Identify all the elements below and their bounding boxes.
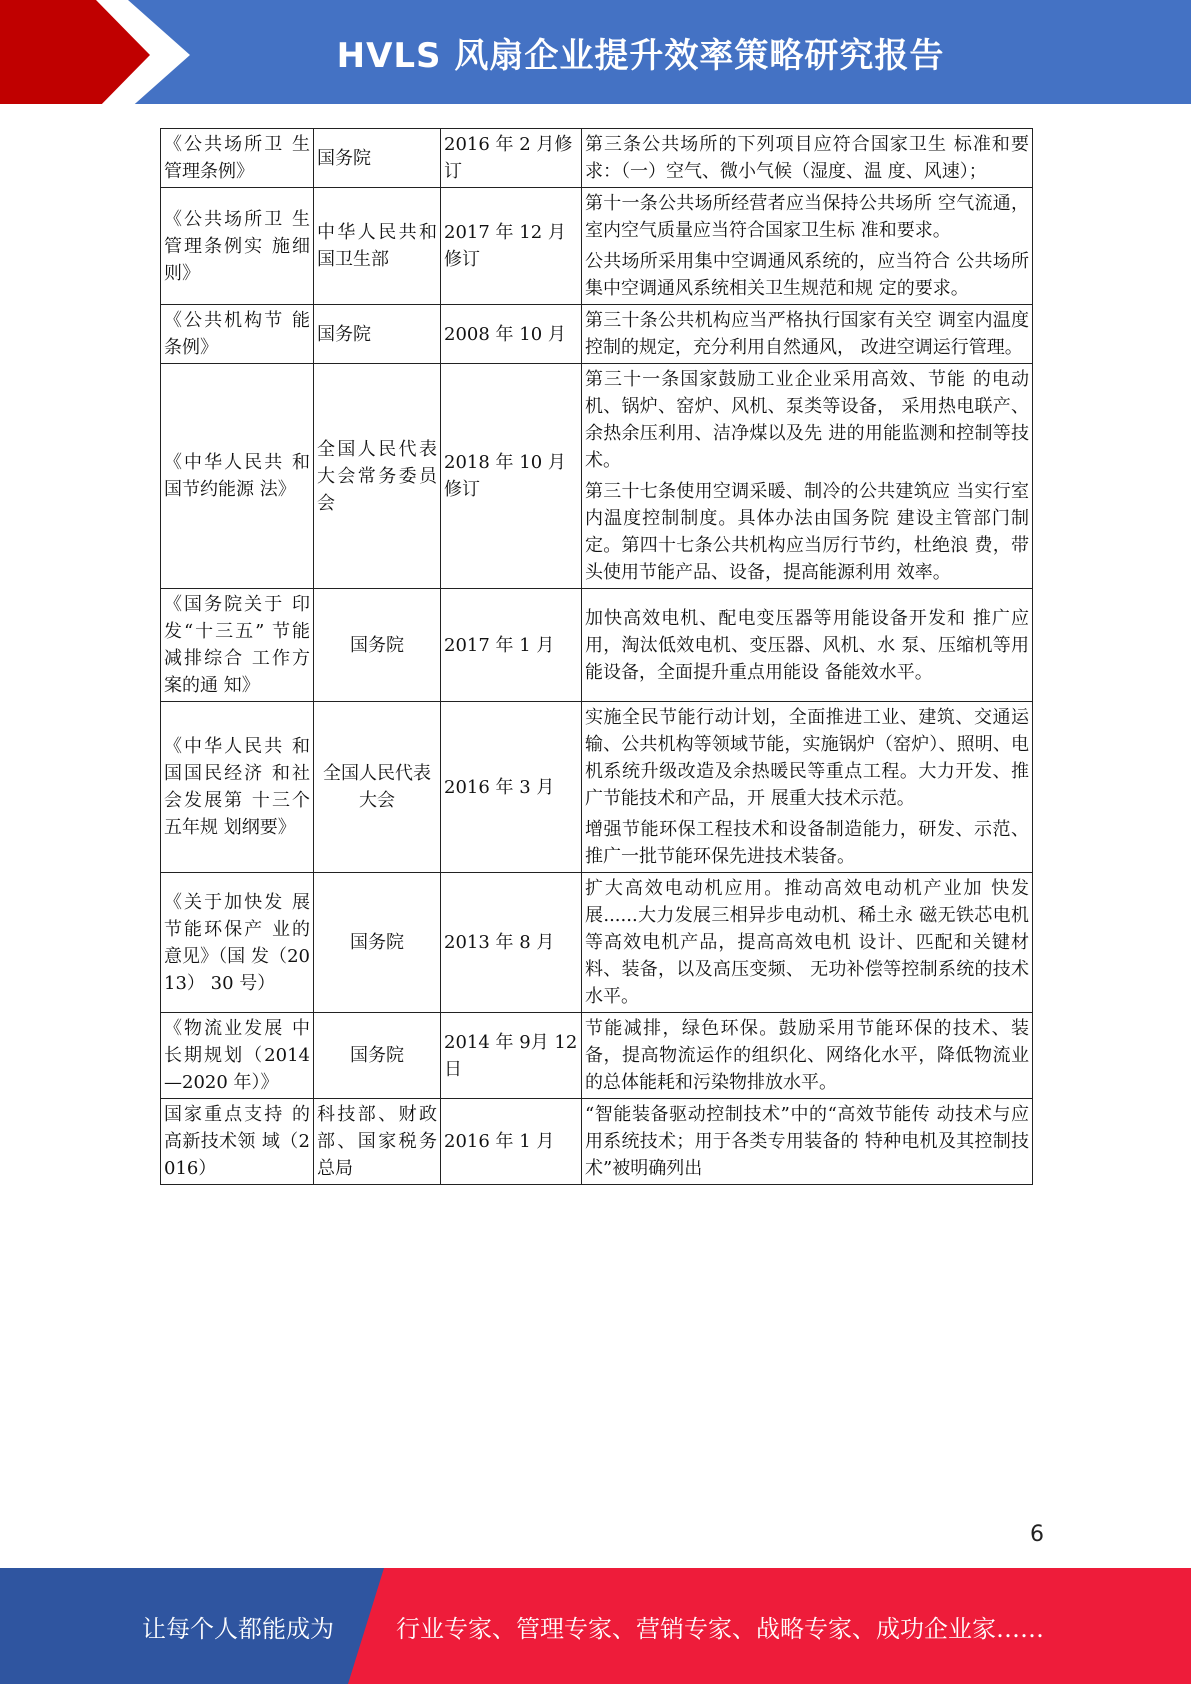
table-row xyxy=(161,873,1033,1013)
policy-name-cell: 《物流业发展 中长期规划（2014—2020 年）》 xyxy=(161,1013,314,1099)
policy-name-cell: 《关于加快发 展节能环保产 业的意见》（国 发（2013） 30 号） xyxy=(161,873,314,1013)
content-paragraph: 加快高效电机、配电变压器等用能设备开发和 推广应用，淘汰低效电机、变压器、风机、水 泵、压缩机等用能设备，全面提升重点用能设 备能效水平。 xyxy=(585,607,1029,683)
content-cell xyxy=(582,1013,1033,1099)
issuer-cell: 国务院 xyxy=(314,129,441,188)
content-paragraph: 第十一条公共场所经营者应当保持公共场所 空气流通，室内空气质量应当符合国家卫生标 准和要求。 xyxy=(585,193,1029,241)
policy-table xyxy=(160,128,1033,1185)
table-row xyxy=(161,188,1033,305)
date-cell: 2013 年 8 月 xyxy=(441,873,582,1013)
page-number: 6 xyxy=(1030,1522,1044,1547)
issuer-cell: 国务院 xyxy=(314,305,441,364)
content-cell xyxy=(582,129,1033,188)
policy-name-cell: 《国务院关于 印发“十三五” 节能减排综合 工作方案的通 知》 xyxy=(161,589,314,702)
date-cell: 2016 年 3 月 xyxy=(441,702,582,873)
content-cell xyxy=(582,188,1033,305)
content-paragraph: 第三条公共场所的下列项目应符合国家卫生 标准和要求：（一）空气、微小气候（湿度、温 度、风速）； xyxy=(585,134,1029,182)
content-paragraph: 第三十条公共机构应当严格执行国家有关空 调室内温度控制的规定，充分利用自然通风， 改进空调运行管理。 xyxy=(585,310,1029,358)
content-cell xyxy=(582,364,1033,589)
issuer-cell: 国务院 xyxy=(314,589,441,702)
content-cell xyxy=(582,702,1033,873)
issuer-cell: 全国人民代表大会常务委员会 xyxy=(314,364,441,589)
policy-name-cell: 《中华人民共 和国节约能源 法》 xyxy=(161,364,314,589)
table-row xyxy=(161,702,1033,873)
content-cell xyxy=(582,1099,1033,1185)
policy-name-cell: 《公共场所卫 生管理条例》 xyxy=(161,129,314,188)
issuer-cell: 全国人民代表大会 xyxy=(314,702,441,873)
table-body xyxy=(161,129,1033,1185)
content-cell xyxy=(582,305,1033,364)
date-cell: 2018 年 10 月修订 xyxy=(441,364,582,589)
content-paragraph: “智能装备驱动控制技术”中的“高效节能传 动技术与应用系统技术；用于各类专用装备的 特种电机及其控制技术”被明确列出 xyxy=(585,1104,1029,1179)
table-row xyxy=(161,305,1033,364)
issuer-cell: 中华人民共和国卫生部 xyxy=(314,188,441,305)
issuer-cell: 科技部、财政部、国家税务总局 xyxy=(314,1099,441,1185)
policy-name-cell: 《公共场所卫 生管理条例实 施细则》 xyxy=(161,188,314,305)
footer-slogan-left: 让每个人都能成为 xyxy=(142,1614,334,1643)
content-paragraph: 增强节能环保工程技术和设备制造能力，研发、示范、推广一批节能环保先进技术装备。 xyxy=(585,819,1029,867)
content-cell xyxy=(582,873,1033,1013)
issuer-cell: 国务院 xyxy=(314,1013,441,1099)
table-row xyxy=(161,589,1033,702)
table-row xyxy=(161,129,1033,188)
header-banner xyxy=(0,0,1191,110)
date-cell: 2017 年 1 月 xyxy=(441,589,582,702)
date-cell: 2008 年 10 月 xyxy=(441,305,582,364)
footer-slogan-right: 行业专家、管理专家、营销专家、战略专家、成功企业家…… xyxy=(396,1614,1044,1643)
content-paragraph: 节能减排，绿色环保。鼓励采用节能环保的技术、装备，提高物流运作的组织化、网络化水平，降低物流业的总体能耗和污染物排放水平。 xyxy=(585,1018,1029,1093)
content-cell xyxy=(582,589,1033,702)
date-cell: 2014 年 9月 12 日 xyxy=(441,1013,582,1099)
issuer-cell: 国务院 xyxy=(314,873,441,1013)
table-row xyxy=(161,364,1033,589)
date-cell: 2016 年 2 月修订 xyxy=(441,129,582,188)
content-paragraph: 第三十七条使用空调采暖、制冷的公共建筑应 当实行室内温度控制制度。具体办法由国务院 建设主管部门制定。第四十七条公共机构应当厉行节约，杜绝浪 费，带头使用节能产品、设备，提高能源利用 效率。 xyxy=(585,481,1029,583)
policy-name-cell: 国家重点支持 的高新技术领 域（2016） xyxy=(161,1099,314,1185)
footer-banner xyxy=(0,1568,1191,1684)
table-row xyxy=(161,1013,1033,1099)
content-paragraph: 第三十一条国家鼓励工业企业采用高效、节能 的电动机、锅炉、窑炉、风机、泵类等设备， 采用热电联产、余热余压利用、洁净煤以及先 进的用能监测和控制等技术。 xyxy=(585,369,1029,471)
report-title: HVLS 风扇企业提升效率策略研究报告 xyxy=(336,35,945,76)
date-cell: 2017 年 12 月修订 xyxy=(441,188,582,305)
content-paragraph: 公共场所采用集中空调通风系统的，应当符合 公共场所集中空调通风系统相关卫生规范和规 定的要求。 xyxy=(585,251,1029,299)
content-paragraph: 实施全民节能行动计划，全面推进工业、建筑、交通运输、公共机构等领域节能，实施锅炉（窑炉）、照明、电机系统升级改造及余热暖民等重点工程。大力开发、推广节能技术和产品，开 展重大技术示范。 xyxy=(585,707,1029,809)
policy-name-cell: 《中华人民共 和国国民经济 和社会发展第 十三个五年规 划纲要》 xyxy=(161,702,314,873)
table-row xyxy=(161,1099,1033,1185)
date-cell: 2016 年 1 月 xyxy=(441,1099,582,1185)
policy-name-cell: 《公共机构节 能条例》 xyxy=(161,305,314,364)
content-paragraph: 扩大高效电动机应用。推动高效电动机产业加 快发展......大力发展三相异步电动机、稀土永 磁无铁芯电机等高效电机产品，提高高效电机 设计、匹配和关键材料、装备，以及高压变频、 无功补偿等控制系统的技术水平。 xyxy=(585,878,1029,1007)
